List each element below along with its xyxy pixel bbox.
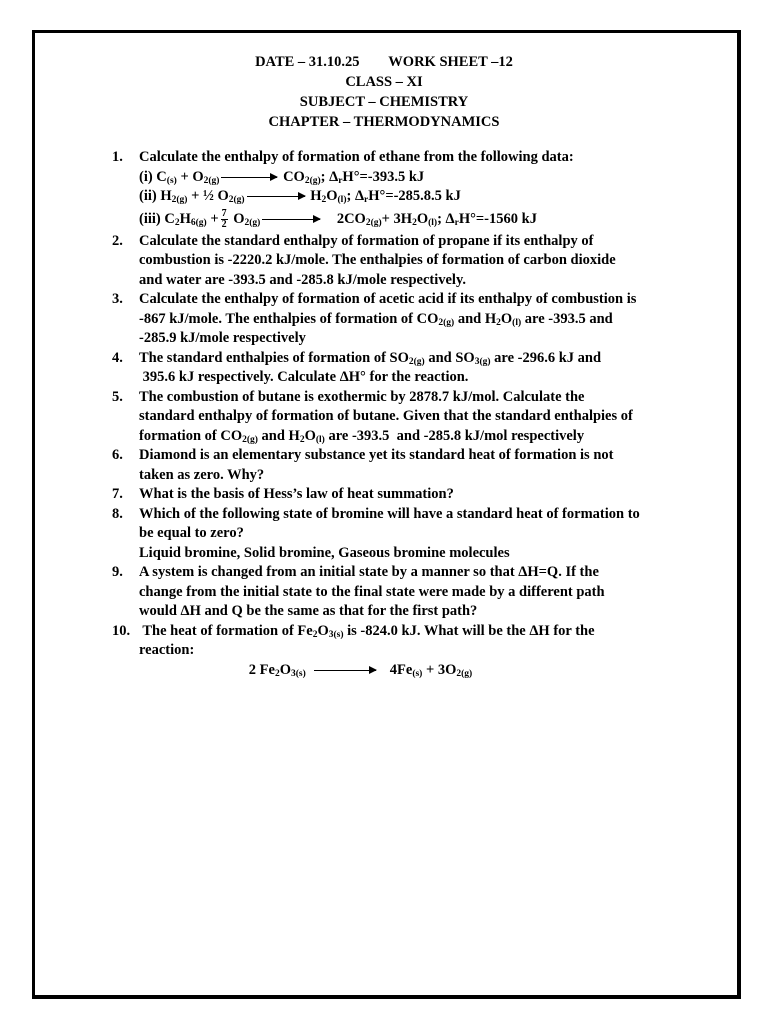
question-number: 6. [112, 447, 123, 463]
eq-term: (ii) H [139, 188, 172, 204]
question-line: The combustion of butane is exothermic by 2878.7 kJ/mol. Calculate the [139, 388, 585, 405]
question-line [139, 622, 682, 642]
question-2 [112, 232, 682, 291]
eq-sub: 3(s) [328, 629, 344, 640]
eq-sub: 2 [321, 195, 327, 205]
reaction-arrow [262, 219, 320, 220]
eq-sub: 2 [174, 217, 180, 228]
question-7 [112, 485, 682, 505]
text-part: are -393.5 and [521, 310, 613, 327]
eq-term: + O [176, 168, 204, 185]
question-line: Diamond is an elementary substance yet its standard heat of formation is not [139, 447, 614, 463]
reaction-arrow [314, 670, 376, 671]
reaction-equation [139, 661, 682, 681]
text-part: are -393.5 and -285.8 kJ/mol respectively [324, 427, 585, 444]
question-4 [112, 349, 682, 388]
eq-sub: 2(g) [242, 434, 258, 445]
question-number: 1. [112, 149, 123, 165]
worksheet-header [0, 52, 768, 132]
eq-sub: 2(g) [228, 195, 245, 205]
date: DATE – 31.10.25 [255, 54, 360, 70]
eq-term: ; Δ [320, 168, 339, 185]
equation-ii [139, 187, 682, 207]
text-part: O [317, 622, 329, 639]
question-line: What is the basis of Hess’s law of heat summation? [139, 486, 454, 502]
eq-sub: (l) [315, 434, 325, 445]
eq-sub: 2(g) [408, 356, 425, 367]
subject-line: SUBJECT – CHEMISTRY [299, 94, 469, 110]
fraction [221, 209, 228, 230]
fraction-numerator: 7 [221, 207, 227, 219]
eq-sub: r [454, 217, 459, 228]
question-line [139, 349, 682, 369]
worksheet-number: WORK SHEET –12 [388, 54, 513, 70]
eq-term: + 3H [381, 210, 413, 227]
eq-sub: 2(g) [438, 317, 455, 328]
text-part: is -824.0 kJ. What will be the ΔH for the [343, 622, 595, 639]
question-number: 5. [112, 388, 123, 405]
eq-sub: (g) [208, 175, 220, 186]
question-line: standard enthalpy of formation of butane. Given that the standard enthalpies of [139, 408, 633, 424]
question-line: reaction: [139, 642, 195, 658]
equation-i [139, 168, 682, 188]
question-line [139, 427, 682, 447]
eq-sub: 2 [274, 668, 280, 679]
reaction-arrow [221, 177, 277, 178]
eq-term: H [179, 210, 191, 227]
eq-sub: r [364, 195, 369, 205]
eq-term: 2CO [336, 210, 366, 227]
text-part: and H [257, 427, 300, 444]
question-line: 395.6 kJ respectively. Calculate ΔH° for the reaction. [139, 369, 469, 385]
eq-term: + ½ O [187, 188, 229, 204]
question-list [112, 148, 682, 680]
question-line [139, 310, 682, 330]
eq-term: (i) C [139, 168, 167, 185]
question-3 [112, 290, 682, 349]
eq-sub: 2(g) [456, 668, 473, 679]
eq-term: H°=-285.8.5 kJ [368, 188, 461, 204]
question-line: A system is changed from an initial state by a manner so that ΔH=Q. If the [139, 564, 599, 580]
question-line: Calculate the enthalpy of formation of acetic acid if its enthalpy of combustion is [139, 291, 637, 307]
eq-term: 2 Fe [248, 661, 275, 678]
question-5 [112, 388, 682, 447]
question-line: taken as zero. Why? [139, 466, 265, 483]
eq-term: H°=-1560 kJ [458, 210, 537, 227]
eq-sub: (l) [337, 195, 347, 205]
reaction-arrow [247, 196, 305, 197]
question-line: combustion is -2220.2 kJ/mole. The enthalpies of formation of carbon dioxide [139, 252, 616, 268]
text-part: -867 kJ/mole. The enthalpies of formation of CO [139, 310, 439, 327]
question-text: Calculate the enthalpy of formation of ethane from the following data: [139, 149, 574, 165]
question-number: 4. [112, 349, 123, 366]
eq-term: 4Fe [389, 661, 413, 678]
text-part: and SO [424, 349, 475, 366]
eq-sub: 2(g) [244, 217, 261, 228]
question-line: Calculate the standard enthalpy of formation of propane if its enthalpy of [139, 232, 594, 249]
question-8 [112, 505, 682, 564]
question-line: -285.9 kJ/mole respectively [139, 330, 306, 346]
question-number: 9. [112, 564, 123, 580]
eq-sub: 2 [299, 434, 305, 445]
eq-term: (iii) C [139, 210, 175, 227]
eq-term: O [326, 188, 338, 204]
text-part: and H [454, 310, 497, 327]
text-part: are -296.6 kJ and [490, 349, 602, 366]
eq-sub: (s) [412, 668, 423, 679]
question-line: Which of the following state of bromine will have a standard heat of formation to [139, 505, 640, 522]
text-part: O [304, 427, 316, 444]
eq-sub: 2(g) [171, 195, 188, 205]
eq-sub: 3(s) [290, 668, 306, 679]
eq-sub: 2 [496, 317, 501, 328]
date-worksheet-line [0, 52, 768, 72]
eq-term: H°=-393.5 kJ [342, 168, 425, 185]
eq-sub: (l) [512, 317, 522, 328]
text-part: O [500, 310, 513, 327]
fraction-denominator: 2 [221, 218, 227, 230]
eq-term: H [310, 188, 322, 204]
text-part: formation of CO [139, 427, 243, 444]
eq-sub: 6(g) [190, 217, 207, 228]
question-number: 3. [112, 291, 123, 307]
eq-sub: 2(g) [304, 175, 321, 186]
eq-sub: r [338, 175, 343, 186]
question-number: 2. [112, 232, 123, 249]
eq-sub: (s) [166, 175, 177, 186]
eq-term: O [279, 661, 291, 678]
question-options: Liquid bromine, Solid bromine, Gaseous bromine molecules [139, 544, 510, 561]
class-line: CLASS – XI [345, 74, 423, 90]
question-6 [112, 446, 682, 485]
eq-sub: 2 [412, 217, 417, 228]
question-line: be equal to zero? [139, 525, 244, 541]
eq-term: + 3O [422, 661, 457, 678]
eq-term: ; Δ [346, 188, 365, 204]
eq-term: + [206, 210, 219, 227]
eq-sub: 2 [203, 175, 209, 186]
equation-iii [139, 209, 682, 230]
eq-term: O [416, 210, 429, 227]
eq-sub: 3(g) [474, 356, 491, 367]
eq-sub: 2 [312, 629, 318, 640]
eq-term: CO [283, 168, 305, 185]
question-10 [112, 622, 682, 681]
eq-sub: 2(g) [365, 217, 382, 228]
question-1 [112, 148, 682, 230]
question-number: 7. [112, 486, 123, 502]
question-line: would ΔH and Q be the same as that for the first path? [139, 603, 478, 619]
question-line: change from the initial state to the final state were made by a different path [139, 583, 605, 600]
eq-term: O [229, 210, 245, 227]
question-line: and water are -393.5 and -285.8 kJ/mole respectively. [139, 271, 467, 288]
question-9 [112, 563, 682, 622]
eq-term: ; Δ [437, 210, 455, 227]
question-number: 8. [112, 505, 123, 522]
question-number: 10. [112, 622, 131, 639]
eq-sub: (l) [428, 217, 438, 228]
chapter-line: CHAPTER – THERMODYNAMICS [268, 114, 500, 130]
text-part: The heat of formation of Fe [139, 622, 313, 639]
text-part: The standard enthalpies of formation of SO [139, 349, 409, 366]
